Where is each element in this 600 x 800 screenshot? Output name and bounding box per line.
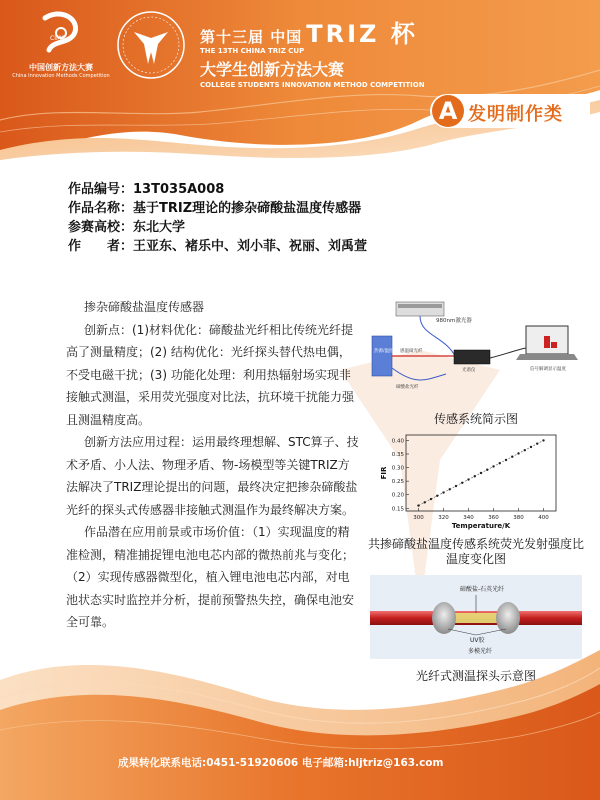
- project-number-label: 作品编号：: [68, 182, 134, 197]
- triz-cup-emblem: [114, 8, 188, 82]
- title-line4: COLLEGE STUDENTS INNOVATION METHOD COMPETITION: [200, 81, 425, 89]
- data-point: [499, 462, 501, 464]
- data-point: [486, 469, 488, 471]
- data-point: [436, 495, 438, 497]
- project-number-value: 13T035A008: [133, 182, 225, 197]
- x-tick-label: 300: [413, 515, 424, 521]
- x-tick-label: 320: [438, 515, 449, 521]
- data-point: [455, 485, 457, 487]
- y-tick-label: 0.35: [391, 452, 404, 458]
- x-axis-label: Temperature/K: [451, 522, 511, 530]
- y-tick-label: 0.20: [391, 492, 404, 499]
- school-row: [68, 218, 568, 237]
- label-uv-glue: UV胶: [470, 637, 485, 644]
- x-tick-label: 340: [463, 515, 474, 521]
- label-display: 信号解调显示温度: [530, 367, 566, 372]
- data-point: [449, 488, 451, 490]
- label-fiber: 感温碲光纤: [400, 349, 423, 354]
- school-value: 东北大学: [133, 220, 186, 235]
- data-point: [442, 491, 444, 493]
- project-name-value: 基于TRIZ理论的掺杂碲酸盐温度传感器: [133, 201, 362, 216]
- category-badge-letter: A: [432, 95, 464, 127]
- label-tellurite-fiber: 碲酸盐-石英光纤: [460, 586, 505, 593]
- data-point: [461, 482, 463, 484]
- data-point: [536, 442, 538, 444]
- label-multimode-fiber: 多模光纤: [468, 648, 493, 655]
- data-point: [542, 439, 544, 441]
- label-heat-box: 热源/温控: [374, 349, 394, 354]
- body-paragraph-1: 创新点：(1)材料优化：碲酸盐光纤相比传统光纤提高了测量精度；(2) 结构优化：光纤探头替代热电偶，不受电磁干扰；(3) 功能化处理：利用热辐射场实现非接触式测温，采用荧光强度对比法，抗环境干扰能力强且测温精度高。: [66, 322, 355, 427]
- cimc-logo-text: 中国创新方法大赛: [29, 63, 93, 72]
- uv-glue-right: [496, 602, 520, 634]
- label-spectrometer: 光谱仪: [462, 368, 476, 373]
- heat-source-box: [372, 336, 392, 376]
- cimc-logo: [6, 10, 116, 79]
- fir-temperature-chart: [366, 427, 586, 533]
- label-laser: 980nm激光器: [436, 318, 472, 324]
- y-tick-label: 0.25: [391, 479, 404, 486]
- data-point: [430, 498, 432, 500]
- body-text: [66, 296, 359, 634]
- title-line1: 第十三届 中国: [200, 28, 303, 46]
- category-badge: [430, 94, 590, 128]
- category-badge-text: 发明制作类: [468, 104, 563, 125]
- data-point: [511, 456, 513, 458]
- title-line2: THE 13TH CHINA TRIZ CUP: [200, 47, 305, 55]
- footer-contact: 成果转化联系电话:0451-51920606 电子邮箱:hljtriz@163.com: [118, 757, 444, 769]
- data-point: [524, 449, 526, 451]
- competition-title: [200, 14, 580, 89]
- cimc-logo-mark: [35, 10, 87, 56]
- fig2-caption: 共掺碲酸盐温度传感系统荧光发射强度比温度变化图: [367, 537, 584, 566]
- data-point: [517, 452, 519, 454]
- title-big: TRIZ 杯: [306, 20, 418, 48]
- data-point: [505, 459, 507, 461]
- data-point: [417, 504, 419, 506]
- y-axis-label: FIR: [380, 466, 388, 480]
- title-line3: 大学生创新方法大赛: [200, 60, 345, 79]
- label-coupler: 碲酸盐光纤: [396, 385, 419, 390]
- svg-text:CIMC: CIMC: [50, 35, 66, 42]
- data-point: [474, 475, 476, 477]
- data-point: [492, 465, 494, 467]
- figures-column: [366, 296, 586, 684]
- footer-banner: [0, 640, 600, 800]
- school-label: 参赛高校：: [68, 220, 134, 235]
- body-paragraph-3: 作品潜在应用前景或市场价值：（1）实现温度的精准检测，精准捕捉锂电池电芯内部的微热前兆与变化；（2）实现传感器微型化，植入锂电池电芯内部，对电池状态实时监控并分析，提前预警热失控，确保电池安全可靠。: [66, 525, 355, 629]
- y-tick-label: 0.15: [391, 506, 404, 513]
- footer-wave-background: [0, 640, 600, 800]
- body-heading: [66, 296, 359, 319]
- laptop-base: [516, 354, 578, 360]
- fig3-caption: 光纤式测温探头示意图: [415, 669, 536, 683]
- uv-glue-left: [432, 602, 456, 634]
- spectrometer-device: [454, 350, 490, 364]
- header-banner: [0, 0, 600, 160]
- project-number-row: [68, 180, 568, 199]
- data-point: [530, 446, 532, 448]
- data-point: [480, 472, 482, 474]
- project-name-row: [68, 199, 568, 218]
- project-name-label: 作品名称：: [68, 201, 134, 216]
- x-tick-label: 360: [488, 515, 499, 521]
- fig1-caption: 传感系统简示图: [433, 412, 518, 426]
- authors-label: 作 者：: [68, 239, 134, 254]
- data-point: [424, 501, 426, 503]
- body-heading-text: 掺杂碲酸盐温度传感器: [84, 300, 205, 314]
- project-info: [68, 180, 568, 256]
- tellurite-fiber-segment: [450, 613, 502, 623]
- cimc-logo-subtext: China Innovation Methods Competition: [12, 73, 110, 79]
- y-tick-label: 0.30: [391, 465, 404, 472]
- sensing-system-diagram: [366, 296, 586, 408]
- authors-value: 王亚东、褚乐中、刘小菲、祝丽、刘禹萱: [133, 239, 368, 254]
- data-point: [467, 478, 469, 480]
- x-tick-label: 380: [513, 515, 524, 521]
- body-paragraph-2: 创新方法应用过程：运用最终理想解、STC算子、技术矛盾、小人法、物理矛盾、物-场模型等关键TRIZ方法解决了TRIZ理论提出的问题，最终决定把掺杂碲酸盐光纤的探头式传感器非接触式测温作为最终解决方案。: [66, 435, 359, 517]
- x-tick-label: 400: [538, 515, 549, 521]
- authors-row: [68, 237, 568, 256]
- y-tick-label: 0.40: [391, 438, 404, 445]
